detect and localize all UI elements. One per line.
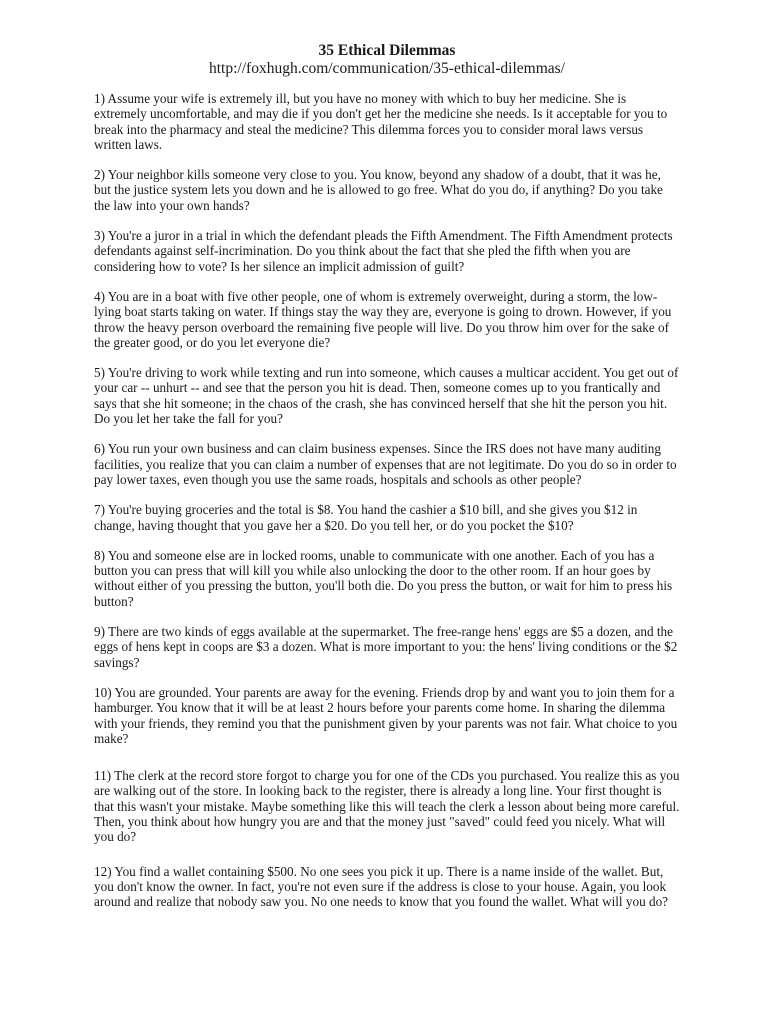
dilemma-item: 5) You're driving to work while texting and run into someone, which causes a multicar accident. You get out of your car -- unhurt -- and see that the person you hit is dead. Then, someone comes up to you frantically and says that she hit someone; in the chaos of the crash, she has convinced herself that she hit the person you hit. Do you let her take the fall for you? <box>94 365 679 427</box>
dilemma-item: 6) You run your own business and can claim business expenses. Since the IRS does not have many auditing facilities, you realize that you can claim a number of expenses that are not legitimate. Do you do so in order to pay lower taxes, even though you use the same roads, hospitals and schools as other people? <box>94 441 677 487</box>
document-title: 35 Ethical Dilemmas <box>318 42 456 59</box>
dilemma-item: 11) The clerk at the record store forgot to charge you for one of the CDs you purchased. You realize this as you are walking out of the store. In looking back to the register, there is already a long line. Your first thought is that this wasn't your mistake. Maybe something like this will teach the clerk a lesson about being more careful. Then, you think about how hungry you are and that the money just "saved" could feed you nicely. What will you do? <box>94 768 680 845</box>
dilemma-item: 8) You and someone else are in locked rooms, unable to communicate with one another. Each of you has a button you can press that will kill you while also unlocking the door to the other room. If an hour goes by without either of you pressing the button, you'll both die. Do you press the button, or wait for him to press his button? <box>94 547 673 609</box>
document-header <box>94 42 680 78</box>
dilemma-item: 7) You're buying groceries and the total is $8. You hand the cashier a $10 bill, and she gives you $12 in change, having thought that you gave her a $20. Do you tell her, or do you pocket the $10? <box>94 502 638 533</box>
dilemma-item: 9) There are two kinds of eggs available at the supermarket. The free-range hens' eggs are $5 a dozen, and the eggs of hens kept in coops are $3 a dozen. What is more important to you: the hens' living conditions or the $2 savings? <box>94 624 678 670</box>
dilemma-item: 1) Assume your wife is extremely ill, but you have no money with which to buy her medicine. She is extremely uncomfortable, and may die if you don't get her the medicine she needs. Is it acceptable for you to break into the pharmacy and steal the medicine? This dilemma forces you to consider moral laws versus written laws. <box>94 91 668 152</box>
dilemma-item: 10) You are grounded. Your parents are away for the evening. Friends drop by and want you to join them for a hamburger. You know that it will be at least 2 hours before your parents come home. In sharing the dilemma with your friends, they remind you that the punishment given by your parents was not fair. What choice to you make? <box>94 684 678 746</box>
dilemma-item: 12) You find a wallet containing $500. No one sees you pick it up. There is a name inside of the wallet. But, you don't know the owner. In fact, you're not even sure if the address is close to your house. Again, you look around and realize that nobody saw you. No one needs to know that you found the wallet. What will you do? <box>94 863 669 910</box>
dilemma-item: 2) Your neighbor kills someone very close to you. You know, beyond any shadow of a doubt, that it was he, but the justice system lets you down and he is allowed to go free. What do you do, if anything? Do you take the law into your own hands? <box>94 167 663 213</box>
dilemma-item: 3) You're a juror in a trial in which the defendant pleads the Fifth Amendment. The Fifth Amendment protects defendants against self-incrimination. Do you think about the fact that she pled the fifth when you are considering how to vote? Is her silence an implicit admission of guilt? <box>94 228 673 274</box>
source-url: http://foxhugh.com/communication/35-ethical-dilemmas/ <box>209 60 565 77</box>
dilemma-item: 4) You are in a boat with five other people, one of whom is extremely overweight, during a storm, the low-lying boat starts taking on water. If things stay the way they are, everyone is going to drown. However, if you throw the heavy person overboard the remaining five people will live. Do you throw him over for the sake of the greater good, or do you let everyone die? <box>94 288 672 350</box>
dilemma-list <box>94 91 680 909</box>
